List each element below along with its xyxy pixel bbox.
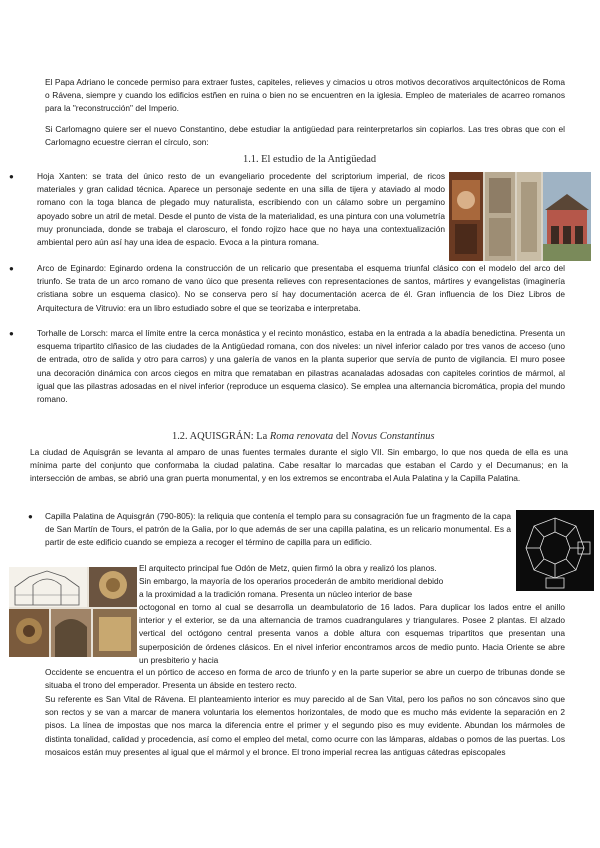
ravena-paragraph: Su referente es San Vital de Rávena. El planteamiento interior es muy parecido al de San Vital, pero los paños no son cóncavos sino que son rectos y se van a marcar de manera voluntaria los elementos horizontales, de modo que es mucho más evidente la separación en 2 pisos. La línea de impostas que nos marca la diferencia entre el primer y el segundo piso es muy evidente. Abundan los mármoles de distinta tonalidad, calidad y procedencia, así como el empleo del metal, como ocurre con las lámparas, aldabas o pomos de las puertas. Los mosaicos están muy presentes al igual que el mármol y el bronce. El trono imperial recrea las antiguas cátedras episcopales	[45, 694, 565, 757]
section-heading-antiguedad: 1.1. El estudio de la Antigüedad	[243, 154, 377, 165]
bullet-icon: ●	[9, 329, 14, 338]
bullet-icon: ●	[9, 264, 14, 273]
capilla-photos	[9, 567, 137, 657]
xanten-paragraph: Hoja Xanten: se trata del único resto de un evangeliario procedente del scriptorium imperial, de ricos materiales y gran calidad técnica. Aparece un personaje sedente en una silla de tijera y ataviado al modo romano con la toga blanca de plegado muy naturalista, escribiendo con un cálamo sobre un pergamino apoyado sobre un atril de metal. Desde el punto de vista de la materialidad, es una pintura con una volumetría muy pronunciada, donde se trabaja el claroscuro, el fondo rojizo hace que no haya una contextualización ambiental pero aún así hay una idea de espacio. Evoca a la pintura romana.	[37, 171, 445, 248]
section-heading-aquisgran: 1.2. AQUISGRÁN: La Roma renovata del Novus Constantinus	[172, 431, 435, 442]
intro-paragraph-2: Si Carlomagno quiere ser el nuevo Constantino, debe estudiar la antigüedad para reinterpretarlos sin copiarlos. Las tres obras que con el Carlomagno ecuestre cierran el círculo, son:	[45, 124, 565, 148]
capilla-architect-line-1: El arquitecto principal fue Odón de Metz, quien firmó la obra y realizó los planos.	[139, 563, 437, 573]
einhard-paragraph: Arco de Eginardo: Eginardo ordena la construcción de un relicario que presentaba el esquema triunfal clásico con el modelo del arco del triunfo. Se trata de un arco romano de vano úico que presenta relieves con representaciones de santos, mártires y evangelistas (imaginería cristiana sobre un esquema clasico). No se conserva pero sí hay documentación acerca de él. Gran influencia de los Diez Libros de Arquitectura de Vitruvio: era un libro estudiado sobre el que se teorizaba e interpretaba.	[37, 263, 565, 313]
capilla-architect-line-3: a la proximidad a la tradición romana. Presenta un núcleo interior de base	[139, 589, 413, 599]
aquisgran-intro-paragraph: La ciudad de Aquisgrán se levanta al amparo de unas fuentes termales durante el siglo VII. Sin embargo, lo que nos queda de ella es una mínima parte del conjunto que conformaba la ciudad palatina. Cabe resaltar lo marcadas que estaban el Cardo y el Decumanus; en la intersección de ambas, se abrió una gran puerta monumental, y en los extremos se encontraba el Aula Palatina y la Capilla Palatina.	[30, 447, 568, 484]
lorsch-paragraph: Torhalle de Lorsch: marca el límite entre la cerca monástica y el recinto monástico, estaba en la entrada a la abadía benedictina. Presenta un esquema tripartito clñasico de las ciudades de la Antigüedad romana, con dos niveles: un nivel inferior calado por tres vanos de acceso (uno de entrada, otro de salida y otro para carros) y una galería de vanos en la planta superior que servía de punto de vigilancia. El muro posee una decoración dinámica con arcos ciegos en mitra que remataban en pilastras acanaladas adosadas con capiteles corintios de mármol, al igual que las pilastras adosadas en el nivel inferior (reproduce un esquema clasico). Se emplea una alternancia bicromática, propia del mundo romano.	[37, 328, 565, 405]
xanten-einhard-lorsch-photos	[449, 172, 591, 261]
capilla-palatina-paragraph: Capilla Palatina de Aquisgrán (790-805): la reliquia que contenía el templo para su consagración fue un fragmento de la capa de San Martín de Tours, el patrón de la Galia, por lo que además de ser una capilla palatina, es un relicario monumental. Es a partir de este edificio cuando se empieza a recoger el término de capilla para un edificio.	[45, 511, 511, 548]
capilla-tail-paragraph: Occidente se encuentra el un pórtico de acceso en forma de arco de triunfo y en la parte superior se abre un cuerpo de tribunas donde se situaba el trono del emperador. Presenta un ábside en testero recto.	[45, 667, 565, 691]
intro-paragraph-1: El Papa Adriano le concede permiso para extraer fustes, capiteles, relieves y cimacios u otros motivos decorativos arquitectónicos de Roma o Rávena, siempre y cuando los edificios estñen en ruina o bien no se encuentren en la iglesia. Empleo de materiales de acarreo romanos para la "reconstrucción" del Imperio.	[45, 77, 565, 114]
bullet-icon: ●	[28, 512, 33, 521]
capilla-body-paragraph: octogonal en torno al cual se desarrolla un deambulatorio de 16 lados. Para duplicar los lados entre el anillo interior y el exterior, se da una alternancia de tramos cuadrangulares y triangulares. Posee 2 plantas. El alzado vertical del octógono central presenta vanos a doble altura con esquemas tripartitos que presentan una superposición de órdenes clásicos. En el nivel inferior encontramos arcos de medio punto. Hacia Oriente se abre un presbiterio y hacia	[139, 602, 565, 665]
capilla-architect-line-2: Sin embargo, la mayoría de los operarios procederán de ambito meridional debido	[139, 576, 444, 586]
bullet-icon: ●	[9, 172, 14, 181]
capilla-plan-drawing	[516, 510, 594, 591]
